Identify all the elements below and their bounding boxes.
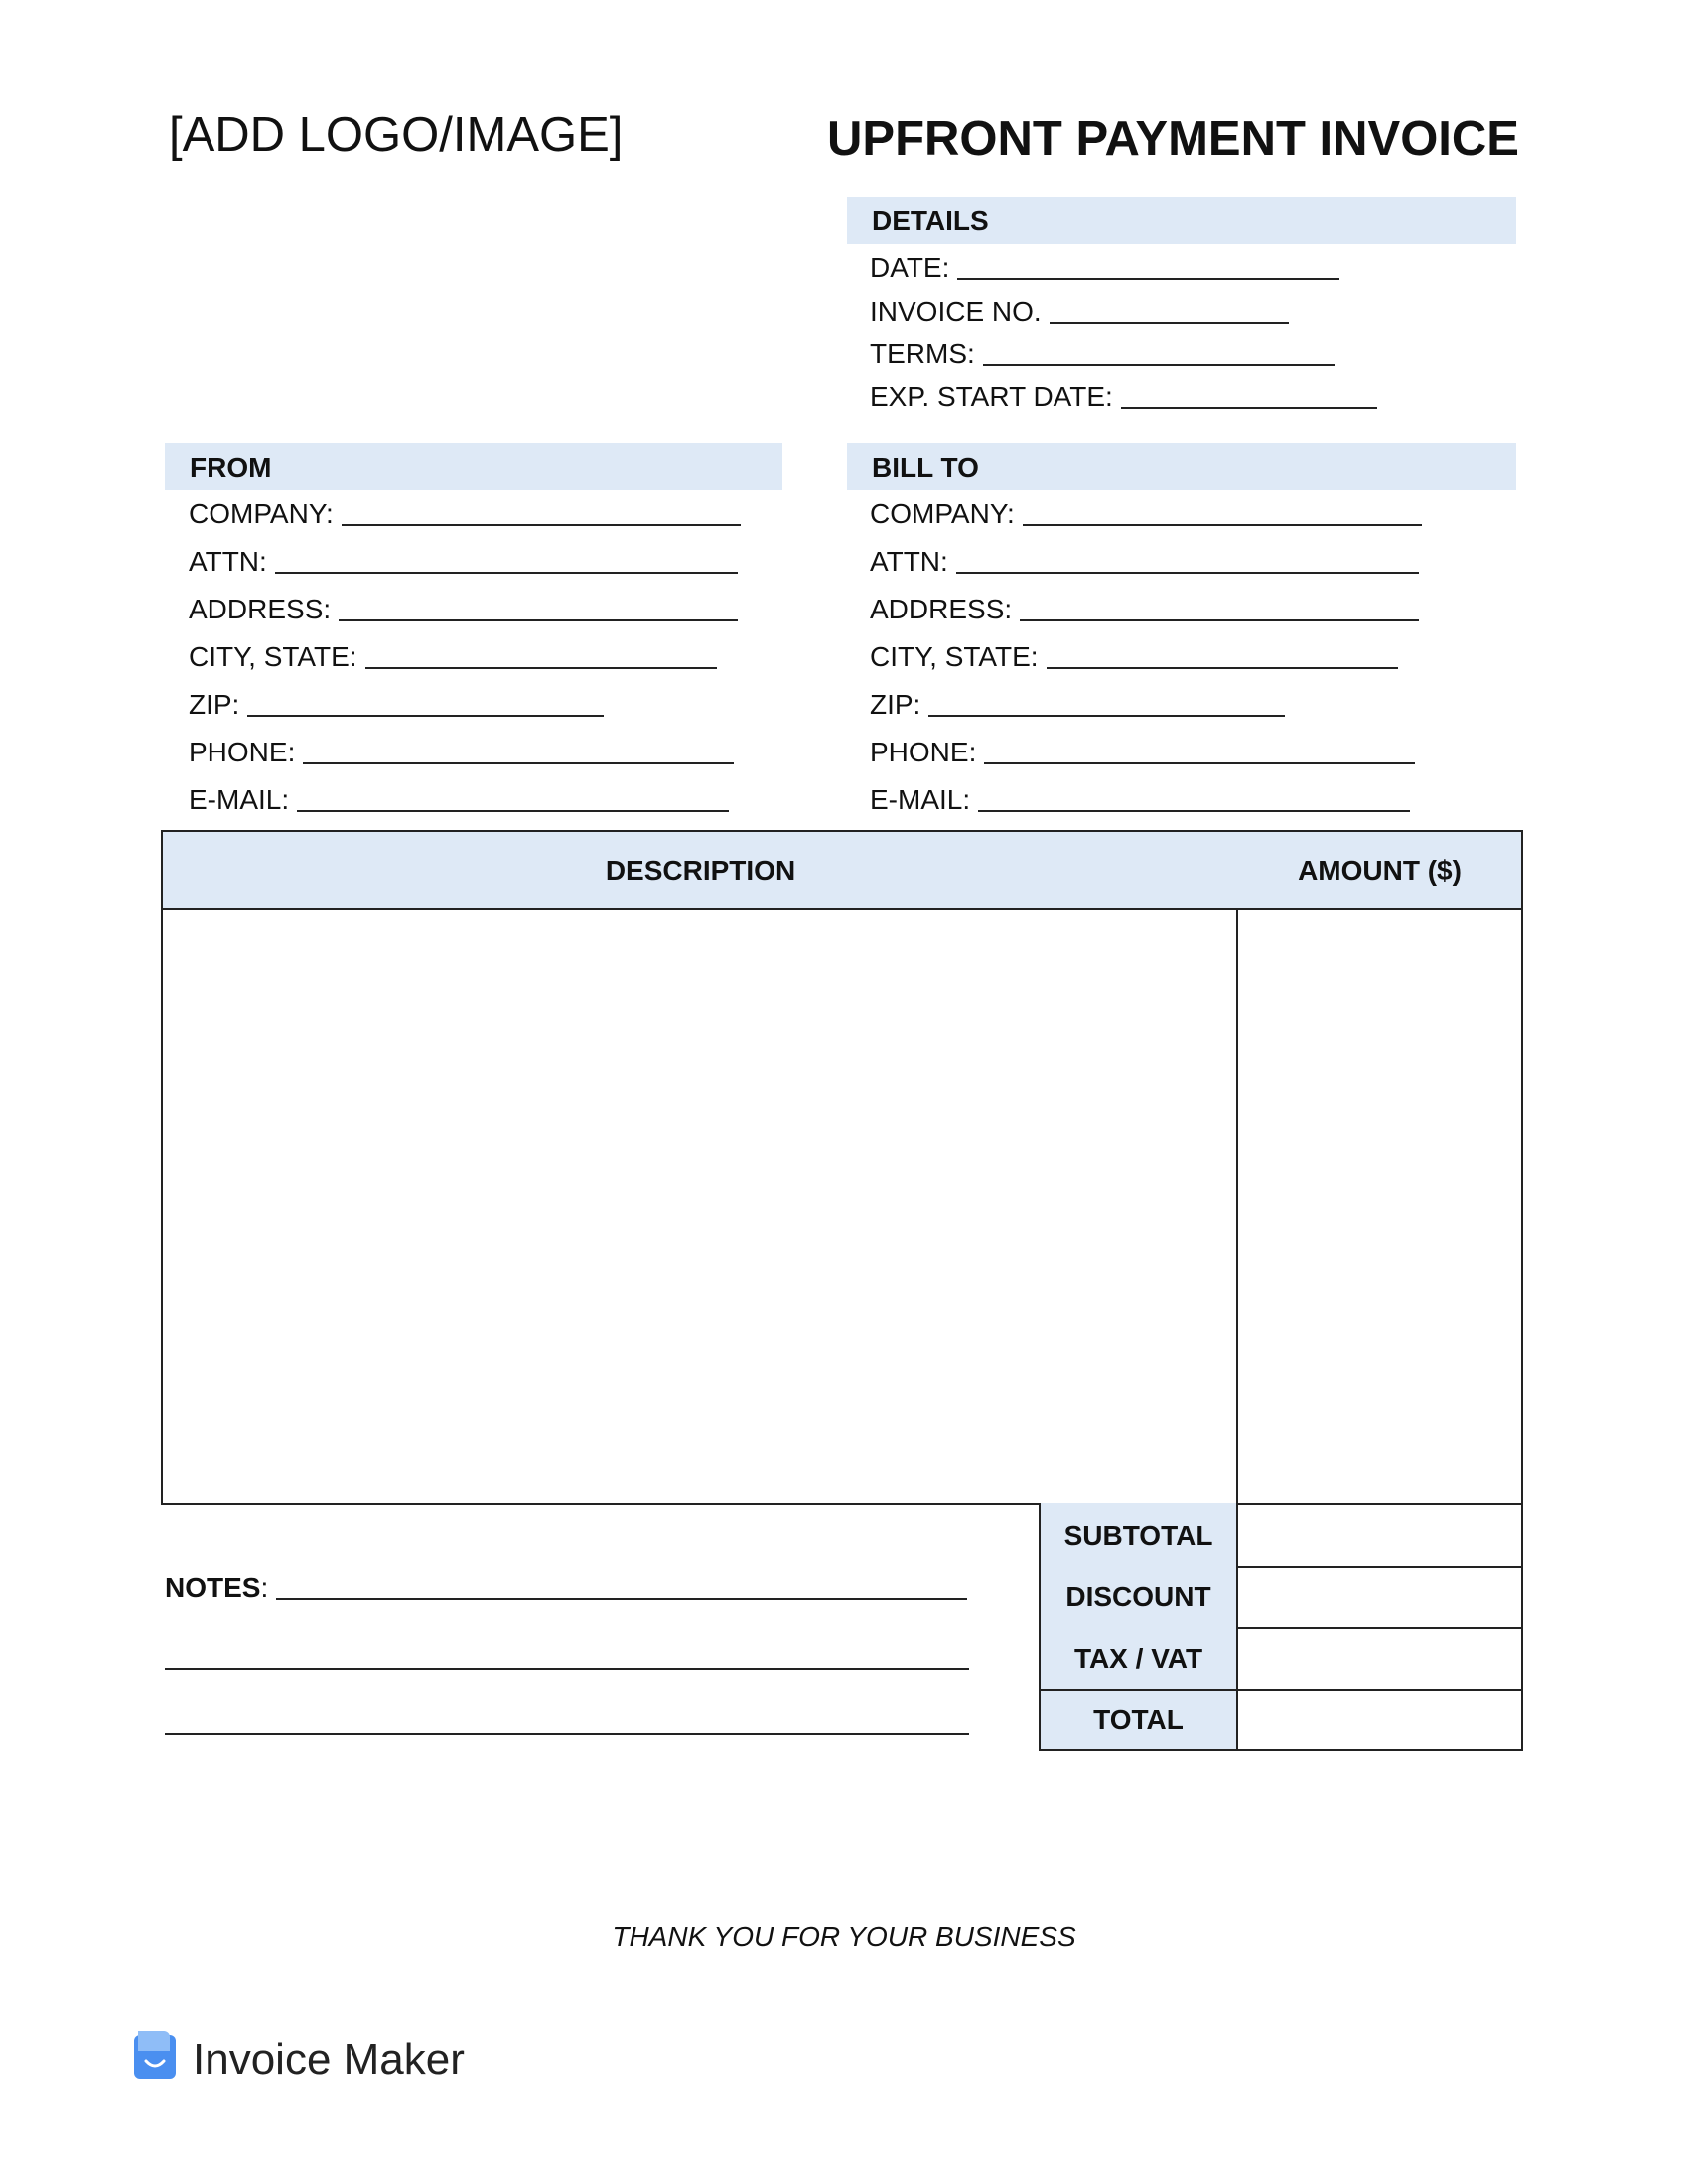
details-heading: DETAILS xyxy=(847,197,1516,244)
brand-name: Invoice Maker xyxy=(193,2035,465,2084)
details-date-input[interactable] xyxy=(957,277,1339,280)
details-start-date-field[interactable] xyxy=(870,383,1377,411)
details-invoice-no-label: INVOICE NO. xyxy=(870,296,1042,327)
from-heading: FROM xyxy=(165,443,782,490)
details-terms-label: TERMS: xyxy=(870,339,975,369)
details-start-date-label: EXP. START DATE: xyxy=(870,381,1113,412)
subtotal-value[interactable] xyxy=(1238,1505,1521,1566)
from-phone-label: PHONE: xyxy=(189,737,296,767)
bill-to-address-field[interactable] xyxy=(870,596,1419,623)
bill-to-city-state-label: CITY, STATE: xyxy=(870,641,1039,672)
tax-vat-label: TAX / VAT xyxy=(1073,1643,1203,1674)
thank-you-message: THANK YOU FOR YOUR BUSINESS xyxy=(612,1921,1076,1952)
invoice-maker-logo-icon xyxy=(134,2031,176,2079)
notes-colon: : xyxy=(260,1572,269,1603)
notes-field[interactable] xyxy=(165,1574,967,1602)
bill-to-zip-field[interactable] xyxy=(870,691,1285,719)
from-company-label: COMPANY: xyxy=(189,498,334,529)
details-terms-field[interactable] xyxy=(870,341,1335,368)
bill-to-phone-field[interactable] xyxy=(870,739,1415,766)
details-terms-input[interactable] xyxy=(983,363,1335,366)
from-zip-input[interactable] xyxy=(247,714,604,717)
details-invoice-no-field[interactable] xyxy=(870,298,1289,326)
from-attn-label: ATTN: xyxy=(189,546,267,577)
bill-to-city-state-field[interactable] xyxy=(870,643,1398,671)
bill-to-company-field[interactable] xyxy=(870,500,1422,528)
bill-to-email-input[interactable] xyxy=(978,809,1410,812)
from-email-field[interactable] xyxy=(189,786,729,814)
notes-input-line-3[interactable] xyxy=(165,1733,969,1735)
from-attn-input[interactable] xyxy=(275,571,738,574)
total-value[interactable] xyxy=(1238,1691,1521,1749)
invoice-title: UPFRONT PAYMENT INVOICE xyxy=(827,112,1519,166)
from-company-input[interactable] xyxy=(342,523,741,526)
notes-label: NOTES xyxy=(165,1572,261,1603)
details-start-date-input[interactable] xyxy=(1121,406,1377,409)
bill-to-phone-input[interactable] xyxy=(984,761,1415,764)
discount-label: DISCOUNT xyxy=(1065,1581,1211,1612)
from-zip-label: ZIP: xyxy=(189,689,240,720)
bill-to-attn-field[interactable] xyxy=(870,548,1419,576)
bill-to-phone-label: PHONE: xyxy=(870,737,977,767)
bill-to-heading: BILL TO xyxy=(847,443,1516,490)
description-area[interactable] xyxy=(163,910,1236,1503)
from-zip-field[interactable] xyxy=(189,691,604,719)
bill-to-address-input[interactable] xyxy=(1020,618,1419,621)
bill-to-email-label: E-MAIL: xyxy=(870,784,971,815)
bill-to-company-input[interactable] xyxy=(1023,523,1422,526)
from-company-field[interactable] xyxy=(189,500,741,528)
bill-to-email-field[interactable] xyxy=(870,786,1410,814)
bill-to-zip-label: ZIP: xyxy=(870,689,921,720)
bill-to-attn-input[interactable] xyxy=(956,571,1419,574)
from-email-input[interactable] xyxy=(297,809,729,812)
logo-placeholder[interactable]: [ADD LOGO/IMAGE] xyxy=(169,108,624,162)
subtotal-label: SUBTOTAL xyxy=(1063,1519,1213,1551)
from-attn-field[interactable] xyxy=(189,548,738,576)
notes-input-line-1[interactable] xyxy=(276,1597,967,1600)
from-address-input[interactable] xyxy=(339,618,738,621)
from-city-state-label: CITY, STATE: xyxy=(189,641,357,672)
tax-vat-value[interactable] xyxy=(1238,1629,1521,1689)
from-address-field[interactable] xyxy=(189,596,738,623)
details-date-label: DATE: xyxy=(870,252,950,283)
from-city-state-input[interactable] xyxy=(365,666,717,669)
details-date-field[interactable] xyxy=(870,254,1339,282)
details-invoice-no-input[interactable] xyxy=(1050,321,1289,324)
from-phone-input[interactable] xyxy=(303,761,734,764)
bill-to-zip-input[interactable] xyxy=(928,714,1285,717)
from-address-label: ADDRESS: xyxy=(189,594,332,624)
notes-input-line-2[interactable] xyxy=(165,1668,969,1670)
bill-to-company-label: COMPANY: xyxy=(870,498,1015,529)
amount-header: AMOUNT ($) xyxy=(1298,855,1462,886)
bill-to-address-label: ADDRESS: xyxy=(870,594,1013,624)
bill-to-attn-label: ATTN: xyxy=(870,546,948,577)
amount-area[interactable] xyxy=(1238,910,1521,1503)
from-email-label: E-MAIL: xyxy=(189,784,290,815)
discount-value[interactable] xyxy=(1238,1568,1521,1627)
from-phone-field[interactable] xyxy=(189,739,734,766)
description-header: DESCRIPTION xyxy=(605,855,796,886)
from-city-state-field[interactable] xyxy=(189,643,717,671)
bill-to-city-state-input[interactable] xyxy=(1047,666,1398,669)
total-label: TOTAL xyxy=(1093,1704,1184,1735)
